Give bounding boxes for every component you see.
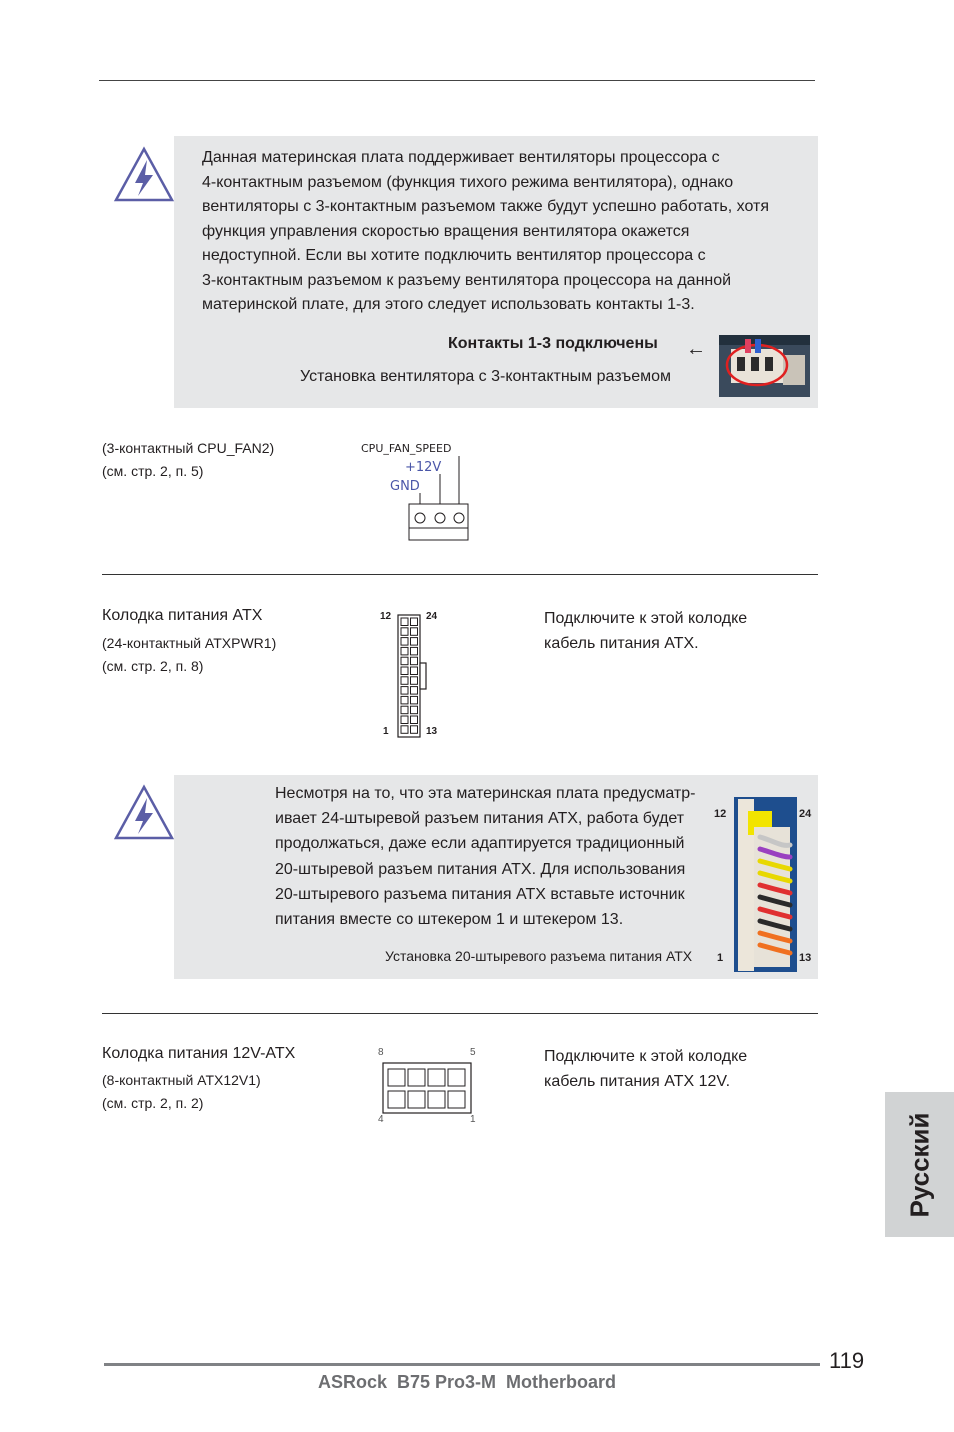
atx-24pin-diagram	[396, 613, 430, 739]
note-line: ивает 24-штыревой разъем питания ATX, работа будет	[275, 810, 685, 828]
cpu-fan2-ref: (см. стр. 2, п. 5)	[102, 463, 204, 479]
note-line: 3-контактным разъемом к разъему вентилятора процессора на данной	[202, 271, 732, 289]
atx-type: (24-контактный ATXPWR1)	[102, 635, 277, 651]
atx-info	[102, 632, 276, 678]
fan-connector-photo	[719, 335, 810, 397]
atx20-connector-photo	[734, 797, 797, 972]
page-number: 119	[829, 1348, 865, 1373]
section-rule	[102, 1013, 818, 1014]
cpu-fan2-diagram	[356, 438, 476, 546]
atx-label-13: 13	[426, 726, 438, 737]
atx12v-label-8: 8	[378, 1047, 384, 1058]
atx-ref: (см. стр. 2, п. 8)	[102, 658, 204, 674]
note-line: функция управления скоростью вращения вентилятора окажется	[202, 222, 690, 240]
note-line: 20-штыревой разъем питания ATX. Для использования	[275, 860, 686, 878]
pins-connected-label: Контакты 1-3 подключены	[448, 335, 658, 352]
atx12v-label-5: 5	[470, 1047, 476, 1058]
atx12v-desc	[544, 1044, 747, 1094]
atx12v-info	[102, 1069, 261, 1115]
note-atx-text	[275, 781, 695, 932]
note-line: Несмотря на то, что эта материнская плата предусматр-	[275, 785, 696, 802]
atx-desc-line: Подключите к этой колодке	[544, 610, 748, 627]
warning-icon	[113, 146, 175, 204]
note-line: питания вместе со штекером 1 и штекером 13.	[275, 911, 624, 929]
photo-label-24: 24	[799, 808, 812, 820]
fan-speed-label: CPU_FAN_SPEED	[361, 442, 452, 455]
note-line: 20-штыревого разъема питания ATX вставьте источник	[275, 885, 685, 903]
top-rule	[99, 80, 815, 81]
atx-desc-line: кабель питания ATX.	[544, 635, 699, 652]
atx12v-desc-line: кабель питания ATX 12V.	[544, 1073, 731, 1090]
note-line: материнской плате, для этого следует использовать контакты 1-3.	[202, 296, 695, 313]
atx12v-label-1: 1	[470, 1114, 476, 1125]
language-side-tab	[885, 1092, 954, 1237]
atx20-caption: Установка 20-штыревого разъема питания ATX	[385, 948, 693, 964]
cpu-fan2-type: (3-контактный CPU_FAN2)	[102, 440, 275, 456]
photo-label-1: 1	[717, 952, 724, 964]
cpu-fan2-info	[102, 437, 274, 483]
atx-label-12: 12	[380, 611, 392, 622]
photo-label-12: 12	[714, 808, 727, 820]
fan-install-caption: Установка вентилятора с 3-контактным разъемом	[300, 368, 671, 385]
note-fan-text	[202, 146, 812, 318]
atx-desc	[544, 606, 747, 656]
note-line: Данная материнская плата поддерживает вентиляторы процессора с	[202, 149, 720, 166]
footer-rule	[104, 1363, 820, 1366]
note-line: продолжаться, даже если адаптируется традиционный	[275, 835, 685, 853]
atx12v-desc-line: Подключите к этой колодке	[544, 1048, 748, 1065]
atx12v-title: Колодка питания 12V-ATX	[102, 1045, 296, 1062]
atx-title: Колодка питания ATX	[102, 607, 263, 624]
note-line: недоступной. Если вы хотите подключить вентилятор процессора с	[202, 247, 706, 264]
atx-label-24: 24	[426, 611, 438, 622]
atx12v-8pin-diagram	[381, 1061, 473, 1115]
language-tab-label: Русский	[904, 1111, 934, 1218]
atx12v-label-4: 4	[378, 1114, 384, 1125]
note-line: 4-контактным разъемом (функция тихого режима вентилятора), однако	[202, 173, 734, 191]
arrow-left-icon: ←	[686, 338, 706, 360]
fan-gnd-label: GND	[390, 479, 420, 494]
atx12v-type: (8-контактный ATX12V1)	[102, 1072, 261, 1088]
section-rule	[102, 574, 818, 575]
warning-icon	[113, 784, 175, 842]
footer-product: ASRock B75 Pro3-M Motherboard	[318, 1372, 617, 1392]
note-line: вентиляторы с 3-контактным разъемом также будут успешно работать, хотя	[202, 198, 769, 215]
atx-label-1: 1	[383, 726, 389, 737]
fan-12v-label: +12V	[405, 460, 442, 475]
atx12v-ref: (см. стр. 2, п. 2)	[102, 1095, 204, 1111]
photo-label-13: 13	[799, 952, 812, 964]
